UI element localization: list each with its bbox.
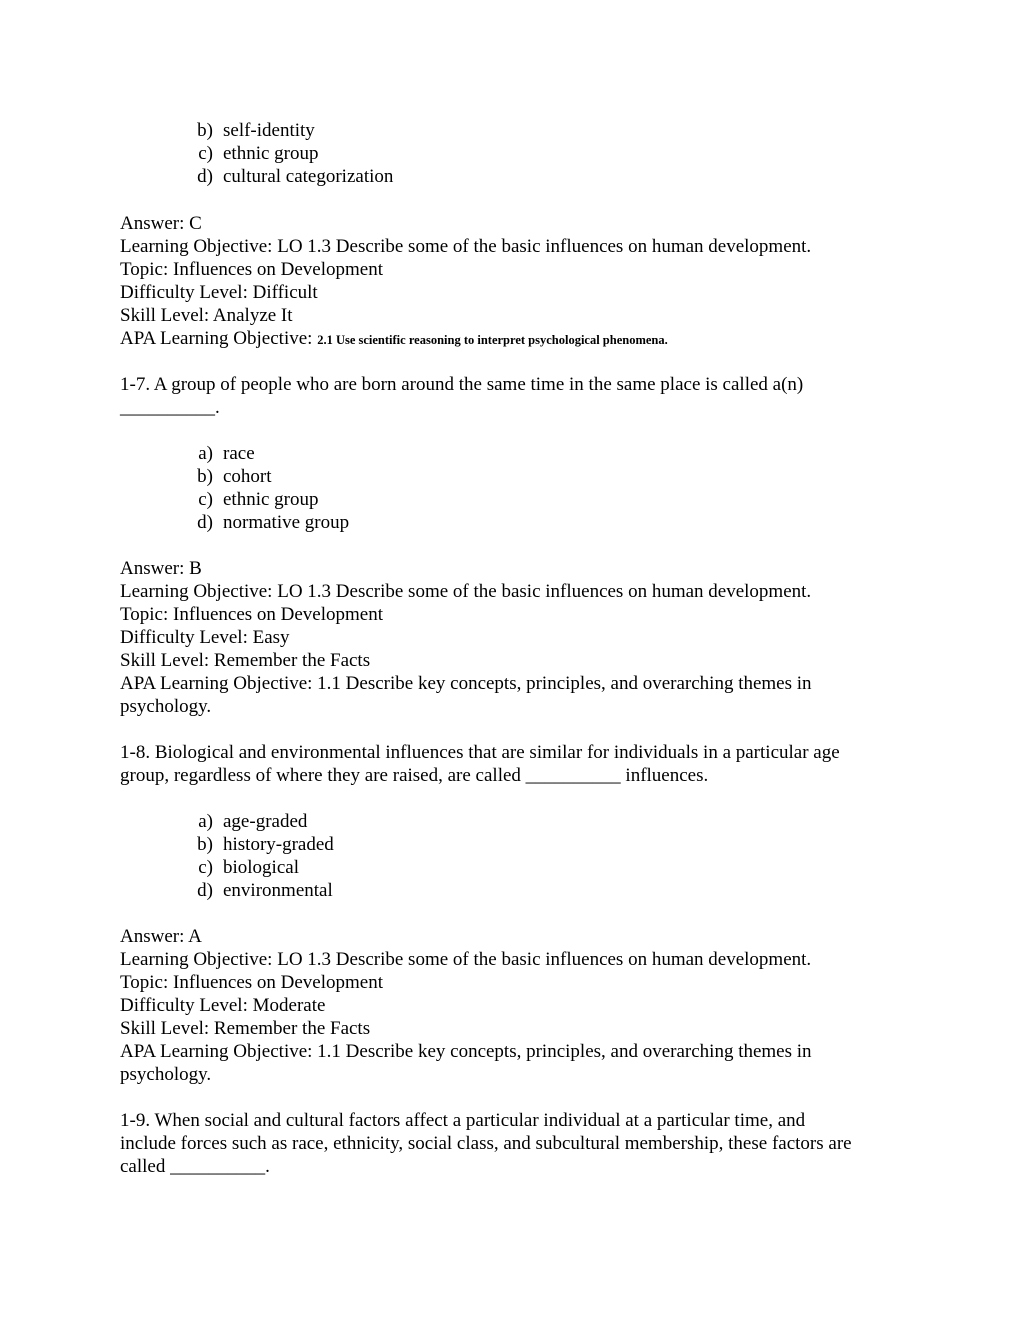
option-item <box>182 879 910 902</box>
options-list-q8 <box>120 810 910 902</box>
option-item <box>182 465 910 488</box>
option-item <box>182 142 910 165</box>
answer-line: Answer: C <box>120 213 202 234</box>
difficulty-level: Difficulty Level: Difficult <box>120 282 318 303</box>
option-text: cultural categorization <box>223 166 394 187</box>
option-item <box>182 442 910 465</box>
options-list-q6 <box>120 119 910 188</box>
option-item <box>182 488 910 511</box>
learning-objective: Learning Objective: LO 1.3 Describe some of the basic influences on human development. <box>120 581 812 602</box>
option-text: ethnic group <box>223 143 319 164</box>
skill-level: Skill Level: Remember the Facts <box>120 1018 371 1039</box>
learning-objective: Learning Objective: LO 1.3 Describe some of the basic influences on human development. <box>120 949 812 970</box>
option-item <box>182 810 910 833</box>
answer-block-q7 <box>120 557 910 718</box>
topic: Topic: Influences on Development <box>120 972 384 993</box>
question-1-8 <box>120 741 910 787</box>
option-text: age-graded <box>223 811 308 832</box>
question-text: group, regardless of where they are raised, are called __________ influences. <box>120 765 709 786</box>
apa-objective-cont: psychology. <box>120 1064 212 1085</box>
answer-line: Answer: B <box>120 558 202 579</box>
option-letter: d) <box>197 166 213 187</box>
option-text: environmental <box>223 880 333 901</box>
answer-block-q8 <box>120 925 910 1086</box>
option-letter: a) <box>198 811 213 832</box>
question-text: called __________. <box>120 1156 270 1177</box>
option-item <box>182 856 910 879</box>
option-item <box>182 833 910 856</box>
option-text: biological <box>223 857 299 878</box>
option-letter: d) <box>197 880 213 901</box>
option-item <box>182 119 910 142</box>
difficulty-level: Difficulty Level: Easy <box>120 627 290 648</box>
option-item <box>182 165 910 188</box>
apa-objective <box>120 327 910 350</box>
option-text: history-graded <box>223 834 334 855</box>
topic: Topic: Influences on Development <box>120 259 384 280</box>
skill-level: Skill Level: Analyze It <box>120 305 293 326</box>
option-letter: b) <box>197 466 213 487</box>
apa-label: APA Learning Objective: <box>120 328 318 349</box>
option-text: race <box>223 443 255 464</box>
topic: Topic: Influences on Development <box>120 604 384 625</box>
apa-text: 2.1 Use scientific reasoning to interpret psychological phenomena. <box>317 333 668 347</box>
apa-objective: APA Learning Objective: 1.1 Describe key concepts, principles, and overarching themes in <box>120 673 812 694</box>
option-text: normative group <box>223 512 350 533</box>
question-text: 1-9. When social and cultural factors affect a particular individual at a particular time, and <box>120 1110 806 1131</box>
difficulty-level: Difficulty Level: Moderate <box>120 995 326 1016</box>
option-letter: d) <box>197 512 213 533</box>
question-1-7 <box>120 373 910 419</box>
apa-objective: APA Learning Objective: 1.1 Describe key concepts, principles, and overarching themes in <box>120 1041 812 1062</box>
question-text: 1-7. A group of people who are born around the same time in the same place is called a(n) <box>120 374 804 395</box>
option-text: ethnic group <box>223 489 319 510</box>
option-letter: c) <box>198 143 213 164</box>
learning-objective: Learning Objective: LO 1.3 Describe some of the basic influences on human development. <box>120 236 812 257</box>
question-text: 1-8. Biological and environmental influences that are similar for individuals in a particular age <box>120 742 840 763</box>
question-text: __________. <box>120 397 220 418</box>
option-text: self-identity <box>223 120 315 141</box>
option-item <box>182 511 910 534</box>
option-letter: b) <box>197 834 213 855</box>
skill-level: Skill Level: Remember the Facts <box>120 650 371 671</box>
answer-block-q6 <box>120 212 910 350</box>
question-1-9 <box>120 1109 910 1178</box>
option-letter: b) <box>197 120 213 141</box>
option-text: cohort <box>223 466 272 487</box>
option-letter: a) <box>198 443 213 464</box>
question-text: include forces such as race, ethnicity, social class, and subcultural membership, these factors are <box>120 1133 852 1154</box>
option-letter: c) <box>198 489 213 510</box>
option-letter: c) <box>198 857 213 878</box>
answer-line: Answer: A <box>120 926 202 947</box>
apa-objective-cont: psychology. <box>120 696 212 717</box>
options-list-q7 <box>120 442 910 534</box>
